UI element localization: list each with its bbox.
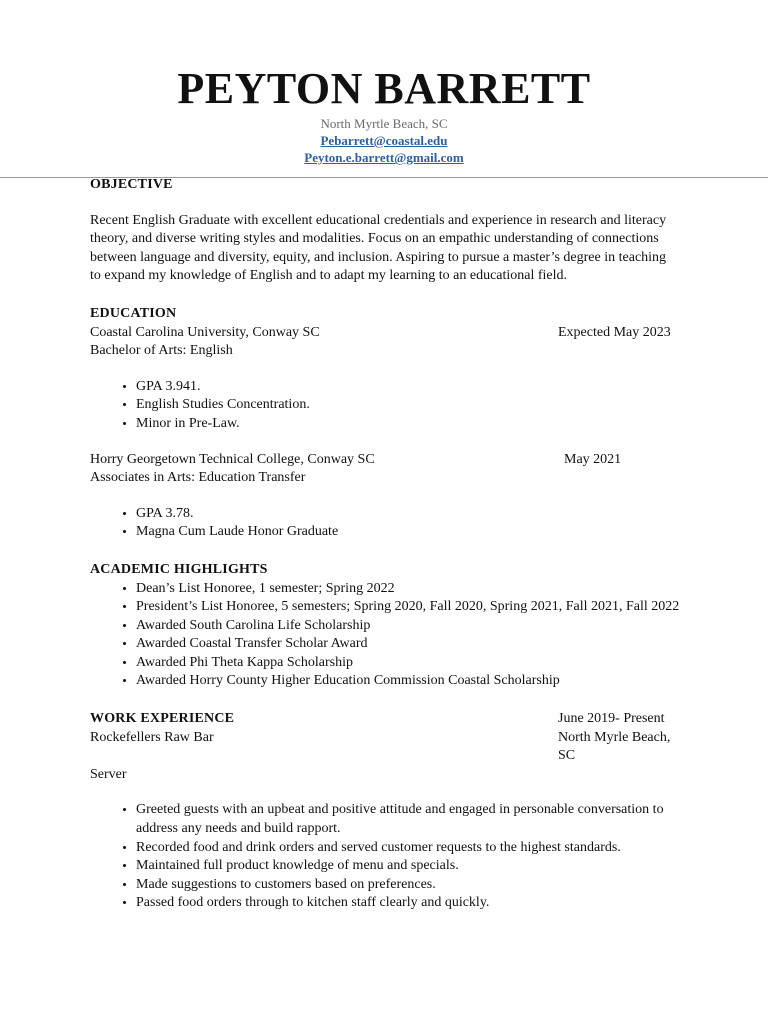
employer-row <box>90 729 680 766</box>
list-item: • Passed food orders through to kitchen staff clearly and quickly. <box>136 894 680 913</box>
email-link-primary[interactable]: Pebarrett@coastal.edu <box>320 133 448 148</box>
list-item: • Dean’s List Honoree, 1 semester; Spring 2022 <box>136 580 680 599</box>
work-heading: WORK EXPERIENCE <box>90 711 235 727</box>
highlights-list <box>90 580 680 692</box>
list-item: • GPA 3.941. <box>136 378 680 397</box>
degree: Associates in Arts: Education Transfer <box>90 470 306 486</box>
resume-body <box>90 176 680 913</box>
list-item: • Magna Cum Laude Honor Graduate <box>136 523 680 542</box>
employer: Rockefellers Raw Bar <box>90 729 214 745</box>
list-item: • Awarded Phi Theta Kappa Scholarship <box>136 654 680 673</box>
candidate-name: PEYTON BARRETT <box>177 64 591 113</box>
degree: Bachelor of Arts: English <box>90 343 233 359</box>
resume-header <box>0 0 768 166</box>
list-item: • Minor in Pre-Law. <box>136 415 680 434</box>
school-date: May 2021 <box>564 451 622 467</box>
objective-heading: OBJECTIVE <box>90 177 173 192</box>
location: North Myrtle Beach, SC <box>320 116 448 131</box>
list-item: • Recorded food and drink orders and served customer requests to the highest standards. <box>136 839 680 858</box>
school-bullets <box>90 505 680 542</box>
education-heading: EDUCATION <box>90 305 177 321</box>
list-item: • Maintained full product knowledge of menu and specials. <box>136 857 680 876</box>
school-bullets <box>90 378 680 434</box>
school-row <box>90 451 680 470</box>
school-row <box>90 324 680 343</box>
list-item: • Made suggestions to customers based on preferences. <box>136 876 680 895</box>
list-item: • Awarded Coastal Transfer Scholar Award <box>136 635 680 654</box>
work-location: North Myrle Beach, SC <box>558 729 671 764</box>
school-name: Coastal Carolina University, Conway SC <box>90 324 320 340</box>
highlights-heading: ACADEMIC HIGHLIGHTS <box>90 561 268 577</box>
school-name: Horry Georgetown Technical College, Conway SC <box>90 451 375 467</box>
objective-text: Recent English Graduate with excellent educational credentials and experience in research and literacy theory, and diverse writing styles and modalities. Focus on an empathic understanding of connections between language and diversity, equity, and inclusion. Aspiring to pursue a master’s degree in teaching to expand my knowledge of English and to adapt my learning to an educational field. <box>90 212 667 284</box>
list-item: • Awarded South Carolina Life Scholarship <box>136 617 680 636</box>
work-heading-row <box>90 710 680 729</box>
list-item: • President’s List Honoree, 5 semesters; Spring 2020, Fall 2020, Spring 2021, Fall 2021, Fall 2022 <box>136 598 680 617</box>
work-date: June 2019- Present <box>558 711 665 727</box>
list-item: • Awarded Horry County Higher Education Commission Coastal Scholarship <box>136 672 680 691</box>
list-item: • GPA 3.78. <box>136 505 680 524</box>
job-role: Server <box>90 766 127 782</box>
school-date: Expected May 2023 <box>558 324 671 340</box>
email-link-secondary[interactable]: Peyton.e.barrett@gmail.com <box>304 150 464 165</box>
work-bullets <box>90 801 680 913</box>
list-item: • Greeted guests with an upbeat and positive attitude and engaged in personable conversation to address any needs and build rapport. <box>136 801 680 838</box>
list-item: • English Studies Concentration. <box>136 396 680 415</box>
